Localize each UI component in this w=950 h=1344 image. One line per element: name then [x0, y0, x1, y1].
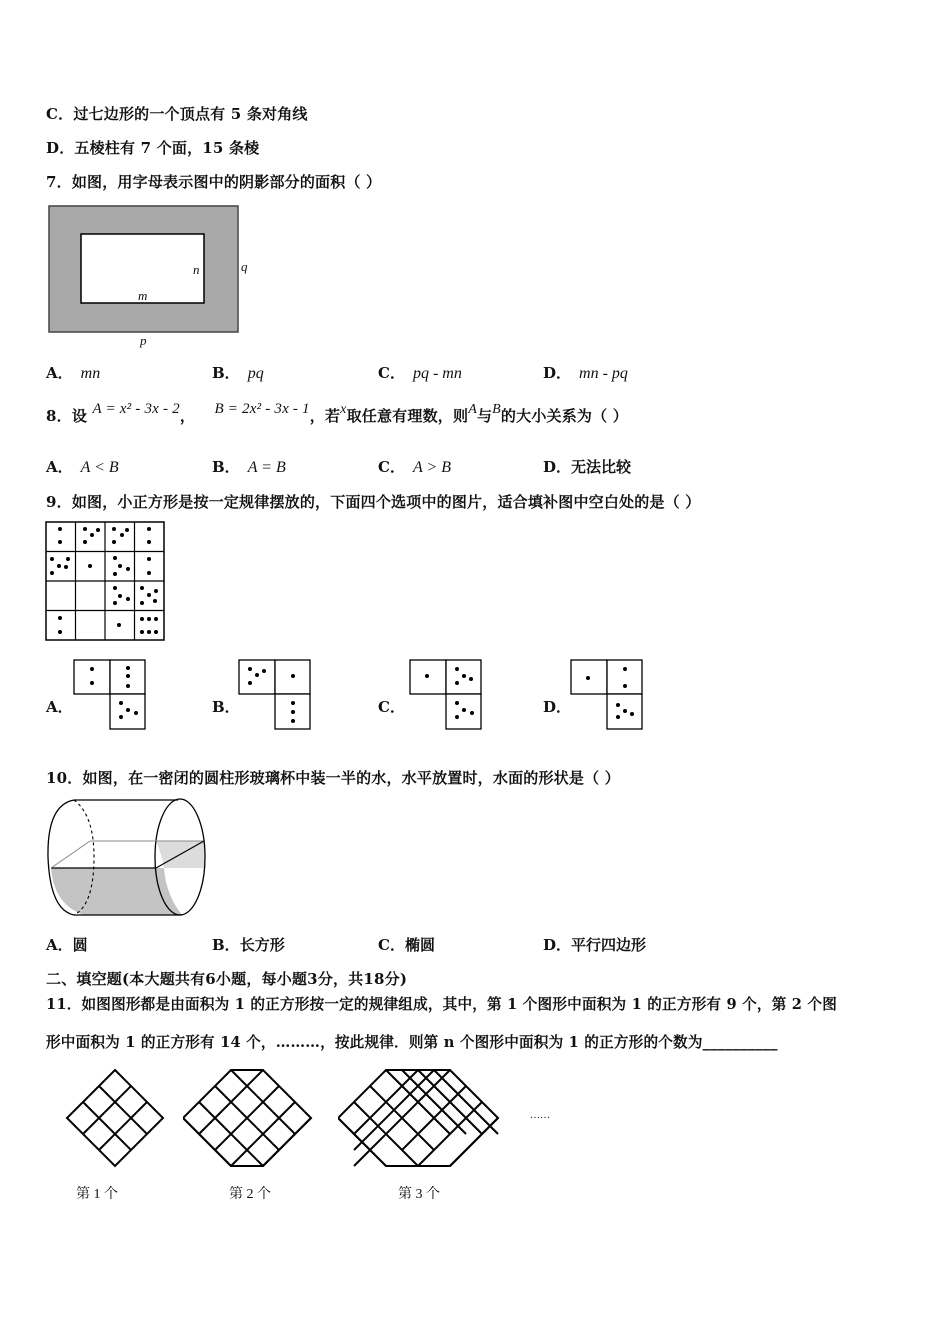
- q11-caption-1: 第 1 个: [76, 1187, 118, 1202]
- label-m: m: [138, 288, 148, 303]
- q11-caption-3: 第 3 个: [398, 1187, 440, 1202]
- q8-option-a[interactable]: A． A < B: [46, 458, 119, 476]
- q9-option-a-figure[interactable]: [73, 659, 148, 731]
- option-d-text: D．五棱柱有 7 个面，15 条棱: [46, 139, 260, 157]
- q9-option-c[interactable]: C．: [378, 698, 405, 716]
- q10-option-a[interactable]: A．圆: [46, 936, 88, 954]
- q7-stem: 7．如图，用字母表示图中的阴影部分的面积（ ）: [46, 173, 382, 191]
- q7-option-d[interactable]: D． mn - pq: [543, 364, 628, 382]
- q7-option-a[interactable]: A． mn: [46, 364, 101, 382]
- q10-cylinder-figure: [44, 795, 209, 920]
- q11-line-2: 形中面积为 1 的正方形有 14 个，………，按此规律．则第 n 个图形中面积为 1 的正方形的个数为__________: [46, 1034, 778, 1051]
- q7-option-b[interactable]: B． pq: [212, 364, 264, 382]
- q10-option-c[interactable]: C．椭圆: [378, 936, 435, 954]
- q9-option-b[interactable]: B．: [212, 698, 240, 716]
- q7-option-c[interactable]: C． pq - mn: [378, 364, 462, 382]
- q9-option-b-figure[interactable]: [238, 659, 313, 731]
- q11-figure-2: [183, 1068, 318, 1173]
- q11-figure-1: [60, 1068, 170, 1173]
- q10-stem: 10．如图，在一密闭的圆柱形玻璃杯中装一半的水，水平放置时，水面的形状是（ ）: [46, 769, 620, 787]
- q8-option-c[interactable]: C． A > B: [378, 458, 452, 476]
- q11-line-1: 11．如图图形都是由面积为 1 的正方形按一定的规律组成，其中，第 1 个图形中面积为 1 的正方形有 9 个，第 2 个图: [46, 996, 838, 1013]
- q10-option-b[interactable]: B．长方形: [212, 936, 285, 954]
- q9-option-a[interactable]: A．: [46, 698, 73, 716]
- q8-stem: 8．设 A = x² - 3x - 2， B = 2x² - 3x - 1，若x取任意有理数，则A与B的大小关系为（ ）: [46, 401, 628, 425]
- q10-option-d[interactable]: D．平行四边形: [543, 936, 647, 954]
- q7-figure: [48, 205, 263, 350]
- q11-figure-3: [338, 1068, 508, 1173]
- q11-ellipsis: ……: [530, 1110, 550, 1121]
- section-title: 二、填空题(本大题共有6小题，每小题3分，共18分): [46, 970, 408, 988]
- option-c-text: C．过七边形的一个顶点有 5 条对角线: [46, 105, 308, 123]
- q9-option-d[interactable]: D．: [543, 698, 572, 716]
- label-q: q: [241, 259, 248, 274]
- q11-caption-2: 第 2 个: [229, 1187, 271, 1202]
- q9-option-d-figure[interactable]: [570, 659, 645, 731]
- label-n: n: [193, 262, 200, 277]
- q9-stem: 9．如图，小正方形是按一定规律摆放的，下面四个选项中的图片，适合填补图中空白处的是（ ）: [46, 493, 701, 511]
- q9-dot-grid: [45, 521, 165, 641]
- q8-option-d[interactable]: D．无法比较: [543, 458, 632, 476]
- q9-option-c-figure[interactable]: [409, 659, 484, 731]
- label-p: p: [140, 333, 147, 348]
- q8-option-b[interactable]: B． A = B: [212, 458, 286, 476]
